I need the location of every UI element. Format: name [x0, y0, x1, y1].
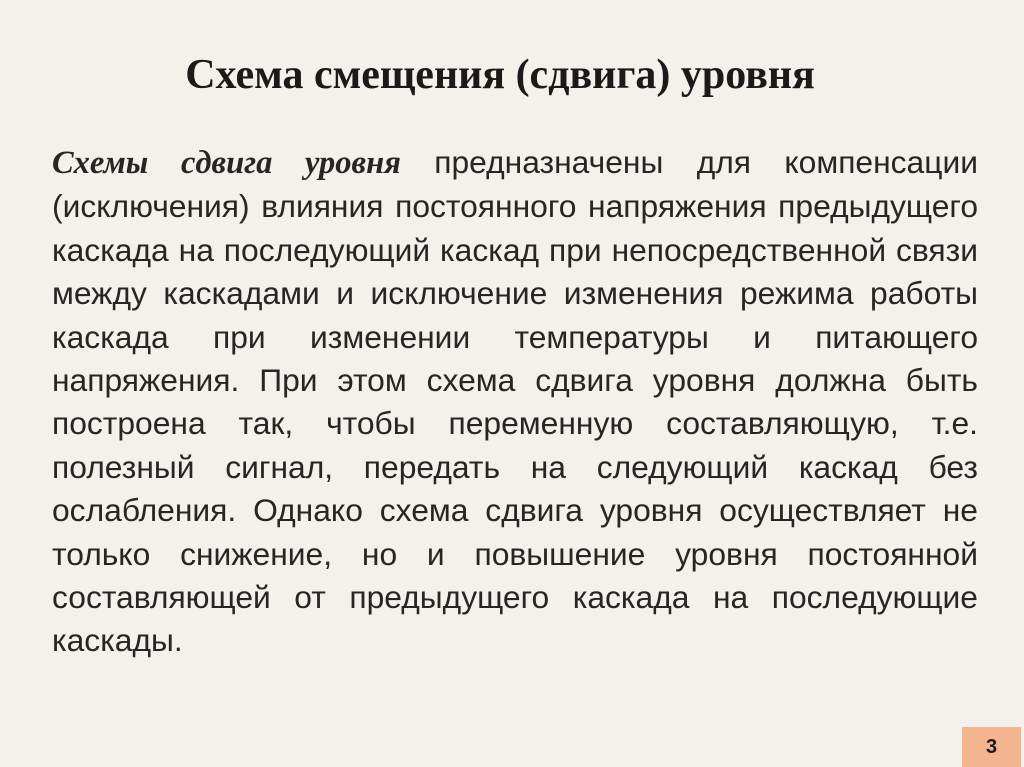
slide-body [52, 141, 978, 663]
body-lead-term: Схемы сдвига уровня [52, 145, 401, 181]
body-text: предназначены для компенсации (исключения) влияния постоянного напряжения предыдущего каскада на последующий каскад при непосредственной связи между каскадами и исключение изменения режима работы каскада при изменении температуры и питающего напряжения. При этом схема сдвига уровня должна быть построена так, чтобы переменную составляющую, т.е. полезный сигнал, передать на следующий каскад без ослабления. Однако схема сдвига уровня осуществляет не только снижение, но и повышение уровня постоянной составляющей от предыдущего каскада на последующие каскады. [52, 144, 978, 659]
slide-title: Схема смещения (сдвига) уровня [185, 52, 815, 98]
page-number-badge: 3 [962, 727, 1021, 767]
